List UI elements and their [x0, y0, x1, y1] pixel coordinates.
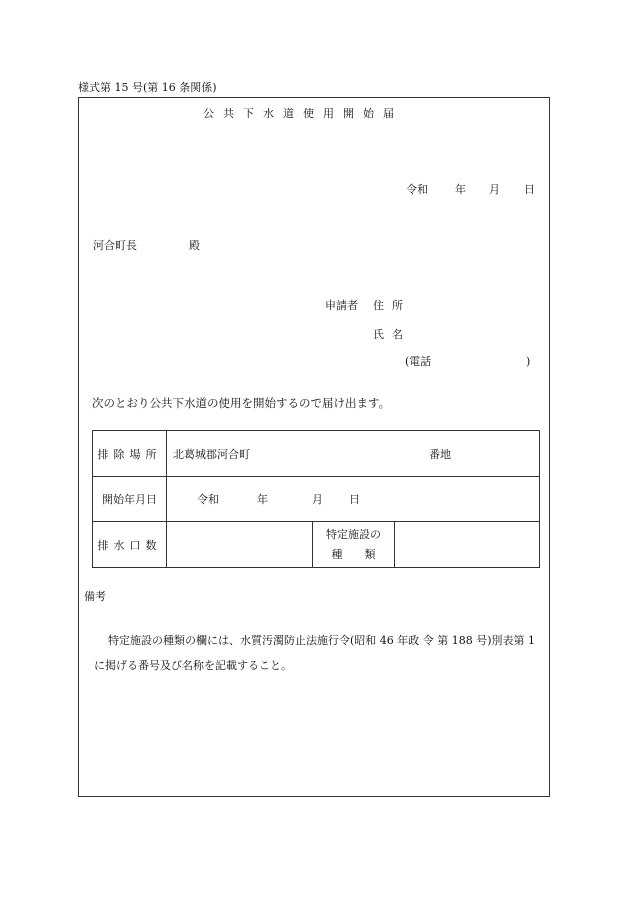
info-table — [92, 430, 540, 568]
discharge-location-value: 北葛城郡河合町 — [173, 447, 250, 461]
form-number-label: 様式第 15 号(第 16 条関係) — [78, 81, 217, 94]
name-label: 氏名 — [373, 328, 411, 341]
specific-facility-label-line1: 特定施設の — [326, 527, 381, 541]
date-year-unit: 年 — [455, 183, 466, 196]
phone-close-paren: ) — [526, 355, 531, 368]
address-label: 住所 — [373, 299, 411, 312]
applicant-label: 申請者 — [325, 299, 358, 312]
specific-facility-value-cell — [395, 522, 540, 568]
discharge-location-label-cell — [93, 431, 167, 477]
date-era: 令和 — [406, 183, 428, 196]
recipient-name: 河合町長 — [93, 239, 137, 252]
discharge-location-value-cell — [167, 431, 540, 477]
start-date-label-cell — [93, 477, 167, 522]
recipient-honorific: 殿 — [189, 239, 200, 252]
start-date-value-cell — [167, 477, 540, 522]
specific-facility-label-line2: 種 類 — [331, 547, 376, 561]
declaration-statement: 次のとおり公共下水道の使用を開始するので届け出ます。 — [92, 396, 391, 410]
start-date-label: 開始年月日 — [102, 493, 157, 506]
date-month-unit: 月 — [489, 183, 500, 196]
form-title: 公共下水道使用開始届 — [203, 107, 403, 120]
start-date-month-unit: 月 — [312, 493, 323, 506]
start-date-day-unit: 日 — [349, 493, 360, 506]
specific-facility-label-cell — [313, 522, 395, 568]
date-day-unit: 日 — [524, 183, 535, 196]
outlet-count-label: 排水口数 — [97, 538, 162, 552]
outlet-count-value-cell — [167, 522, 313, 568]
outlet-count-label-cell — [93, 522, 167, 568]
lot-number-label: 番地 — [429, 447, 451, 461]
notes-line-1: 特定施設の種類の欄には、水質汚濁防止法施行令(昭和 46 年政 令 第 188 号)別表第 1 — [108, 634, 536, 647]
start-date-year-unit: 年 — [257, 493, 268, 506]
notes-line-2: に掲げる番号及び名称を記載すること。 — [94, 659, 292, 672]
start-date-era: 令和 — [197, 493, 219, 506]
notes-heading: 備考 — [84, 590, 106, 603]
discharge-location-label: 排除場所 — [97, 447, 162, 461]
phone-label: (電話 — [405, 355, 432, 368]
